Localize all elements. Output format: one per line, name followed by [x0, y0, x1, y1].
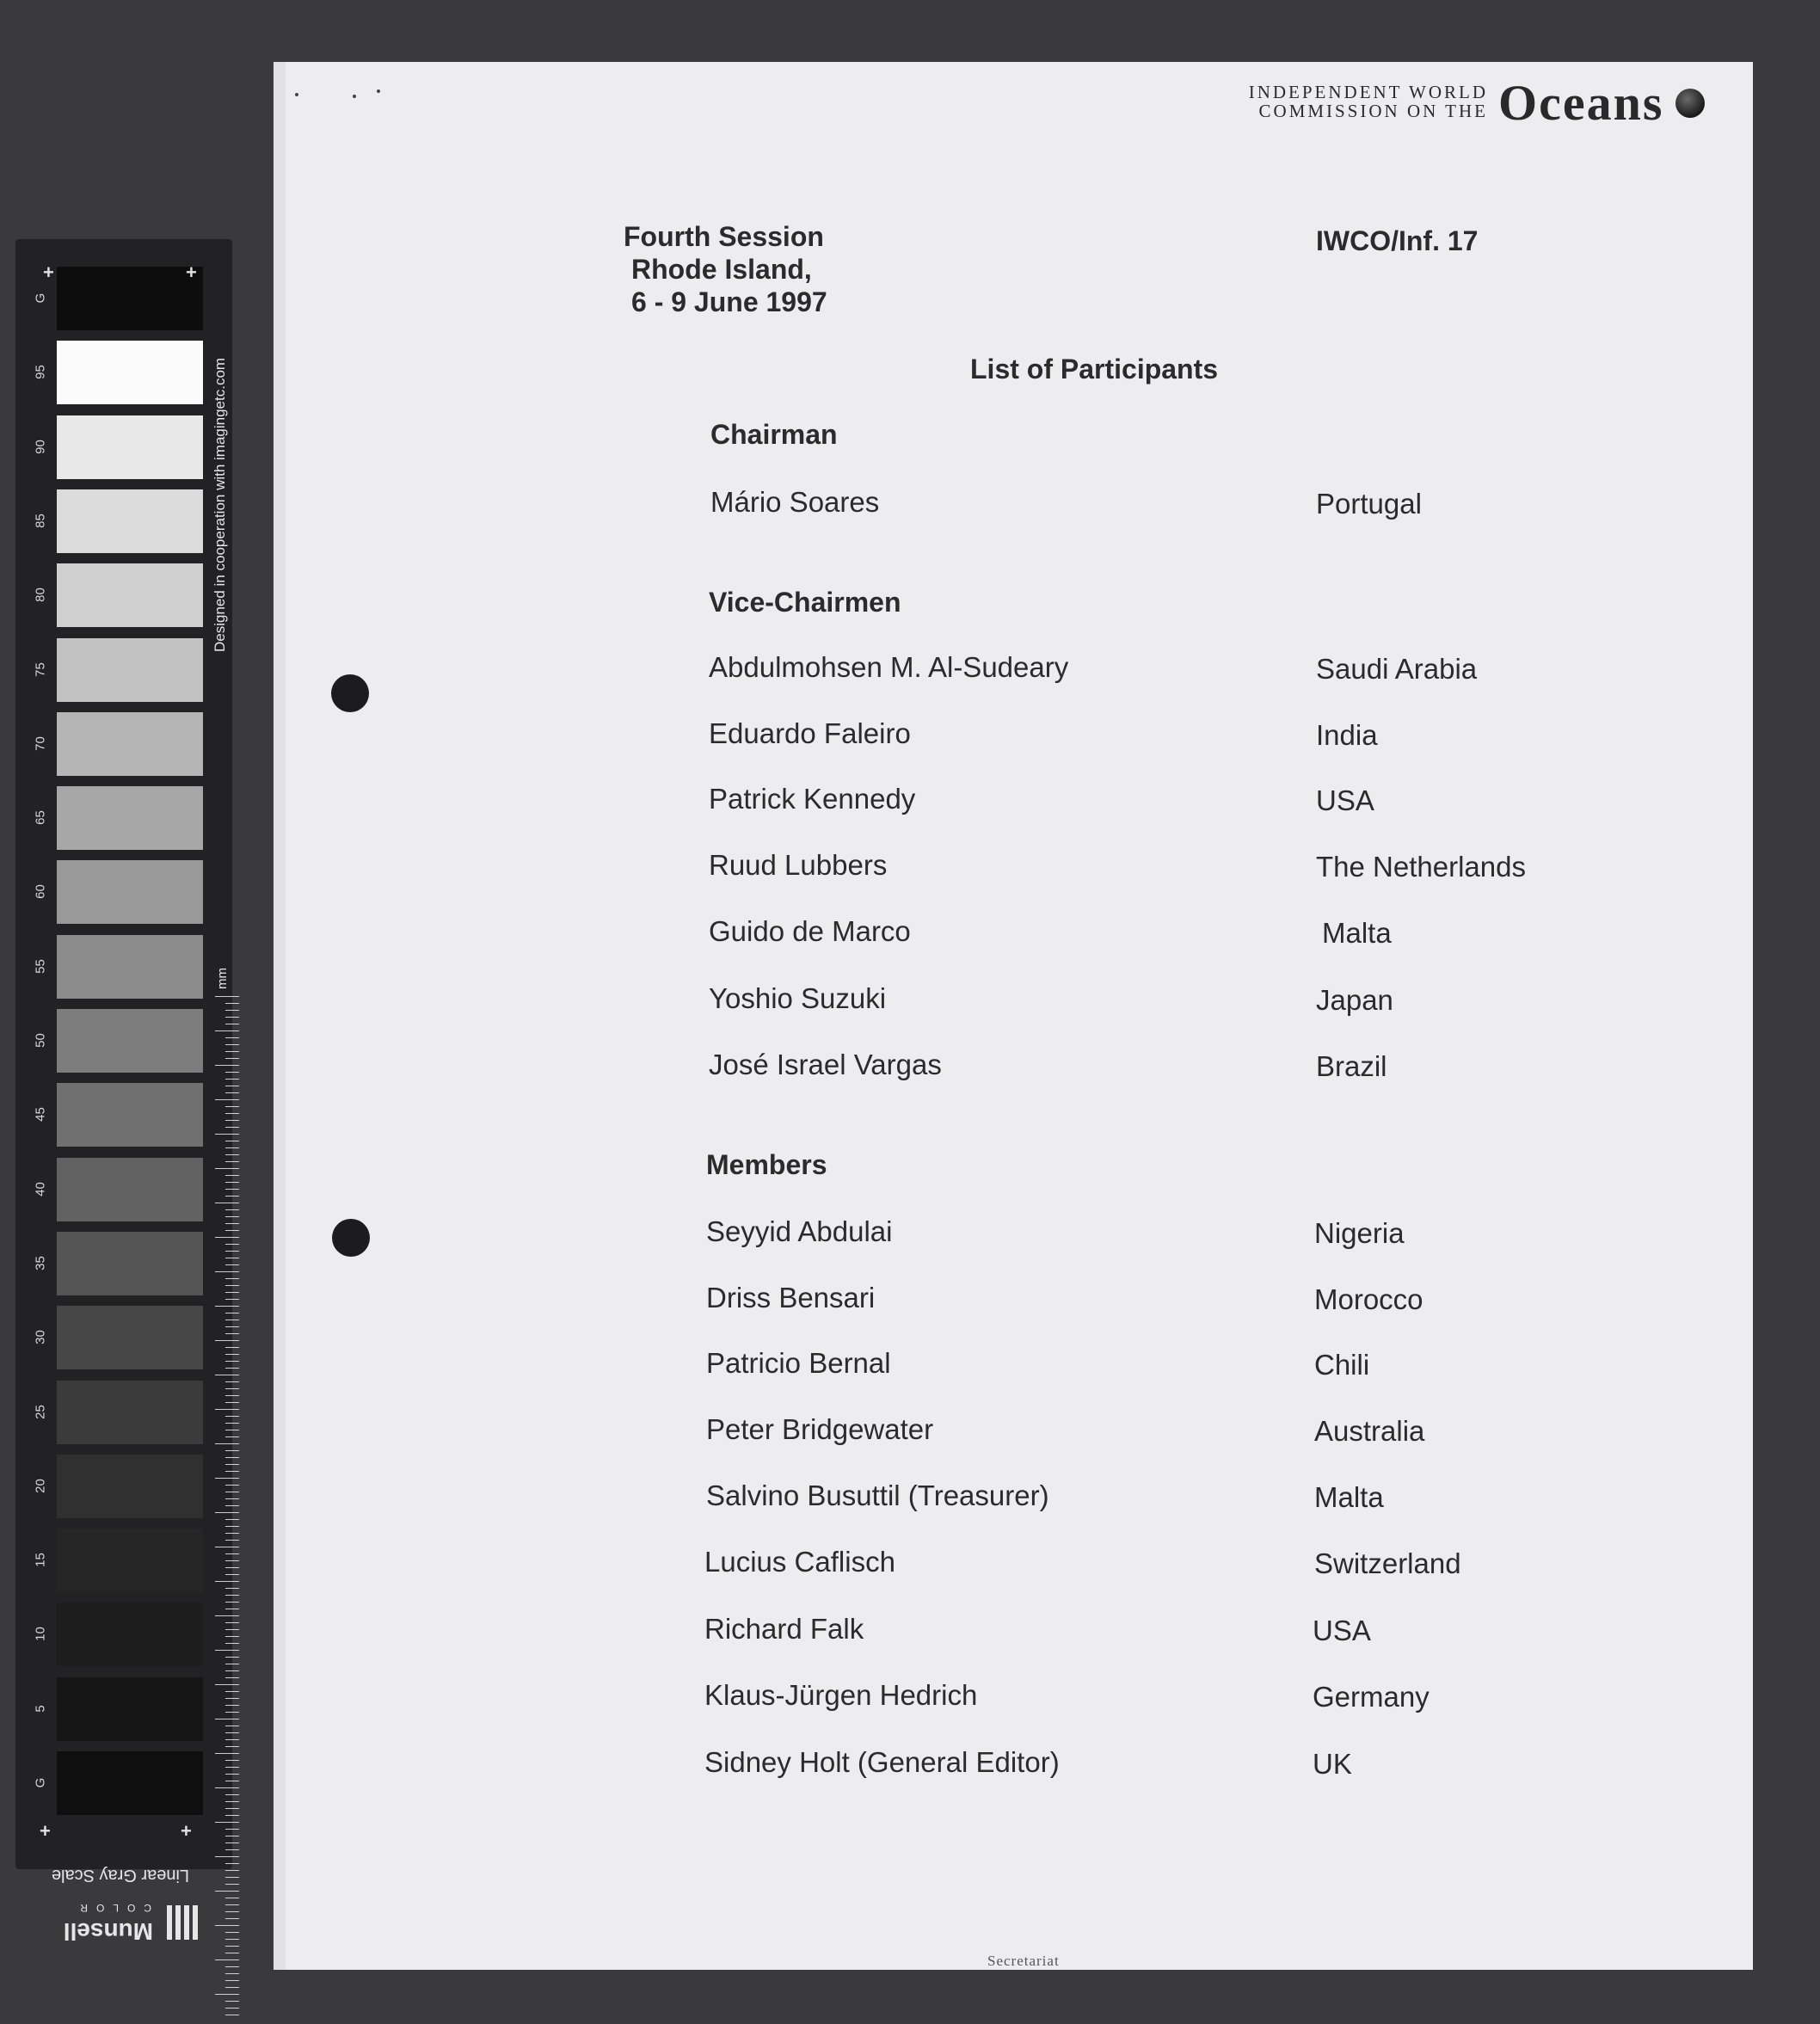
- gray-scale-card: [15, 239, 232, 1869]
- letterhead-line2: COMMISSION ON THE: [1258, 101, 1488, 121]
- gray-patch: [57, 1009, 203, 1073]
- participant-country: Chili: [1314, 1349, 1370, 1381]
- doc-reference: IWCO/Inf. 17: [1316, 225, 1479, 256]
- gray-patch: [57, 712, 203, 776]
- participant-country: Malta: [1322, 917, 1392, 949]
- gray-patch: [57, 786, 203, 850]
- section-heading-chairman: Chairman: [710, 419, 838, 450]
- scale-credit: Designed in cooperation with imagingetc.com: [212, 357, 228, 652]
- munsell-brand: Munsell: [63, 1918, 153, 1945]
- punch-hole: [331, 674, 369, 712]
- gray-patch: [57, 489, 203, 553]
- gray-patch: [57, 860, 203, 924]
- gray-patch: [57, 1677, 203, 1741]
- session-line: Fourth Session: [624, 221, 824, 252]
- place-line: Rhode Island,: [631, 254, 812, 285]
- participant-name: Lucius Caflisch: [704, 1546, 895, 1578]
- participant-country: Malta: [1314, 1481, 1384, 1513]
- participant-name: José Israel Vargas: [709, 1049, 942, 1080]
- participant-country: Nigeria: [1314, 1217, 1405, 1249]
- section-heading-vice-chairmen: Vice-Chairmen: [709, 587, 901, 618]
- gray-patch: [57, 415, 203, 479]
- participant-name: Yoshio Suzuki: [709, 982, 887, 1014]
- registration-mark: +: [181, 1820, 192, 1842]
- munsell-logo: [34, 1888, 198, 1948]
- page-edge: [274, 62, 286, 1970]
- participant-country: UK: [1313, 1748, 1352, 1780]
- participant-name: Mário Soares: [710, 486, 880, 518]
- gray-patch: [57, 1083, 203, 1147]
- gray-patch-label: 85: [33, 514, 48, 528]
- gray-patch-label: 90: [33, 439, 48, 454]
- gray-patch-label: 15: [33, 1553, 48, 1567]
- registration-mark: +: [40, 1820, 51, 1842]
- gray-patch-label: 25: [33, 1404, 48, 1419]
- gray-patch: [57, 563, 203, 627]
- gray-patch-label: 45: [33, 1107, 48, 1123]
- participant-name: Guido de Marco: [709, 915, 911, 947]
- gray-patch-label: 30: [33, 1330, 48, 1345]
- gray-patch: [57, 935, 203, 999]
- document-page: [275, 62, 1753, 1970]
- participant-country: Germany: [1313, 1681, 1430, 1713]
- gray-patch: [57, 1751, 203, 1815]
- scale-unit: mm: [215, 968, 230, 989]
- participant-country: India: [1316, 719, 1378, 751]
- gray-patch-label: 50: [33, 1033, 48, 1048]
- gray-patch-label: 35: [33, 1256, 48, 1270]
- gray-patch: [57, 1455, 203, 1518]
- participant-country: USA: [1313, 1615, 1371, 1646]
- gray-patch: [57, 1158, 203, 1221]
- scale-product-name: Linear Gray Scale: [51, 1866, 190, 1885]
- registration-mark: +: [186, 261, 197, 283]
- page-title: List of Participants: [970, 354, 1219, 384]
- participant-name: Seyyid Abdulai: [706, 1215, 893, 1247]
- globe-icon: [1676, 89, 1705, 118]
- gray-patch-label: 60: [33, 884, 48, 900]
- gray-patch-label: 75: [33, 661, 48, 677]
- dates-line: 6 - 9 June 1997: [631, 286, 827, 317]
- participant-name: Richard Falk: [704, 1613, 864, 1645]
- gray-patch-label: 65: [33, 810, 48, 825]
- gray-patch: [57, 638, 203, 702]
- gray-patch: [57, 1603, 203, 1666]
- participant-name: Ruud Lubbers: [709, 849, 888, 881]
- participant-country: Portugal: [1316, 488, 1422, 520]
- gray-patch-label: G: [33, 1777, 48, 1788]
- gray-patch-label: 55: [33, 958, 48, 974]
- participant-country: Saudi Arabia: [1316, 653, 1478, 685]
- gray-patch: [57, 267, 203, 330]
- gray-patch-label: 70: [33, 735, 48, 751]
- gray-patch-label: 40: [33, 1181, 48, 1197]
- speck: [353, 95, 356, 98]
- munsell-grid-icon: [163, 1905, 198, 1940]
- participant-country: Japan: [1316, 984, 1393, 1016]
- gray-patch: [57, 341, 203, 404]
- participant-country: Morocco: [1314, 1283, 1423, 1315]
- gray-patch-label: 80: [33, 588, 48, 603]
- participant-country: Switzerland: [1314, 1547, 1461, 1579]
- gray-patch-label: 10: [33, 1627, 48, 1642]
- gray-patch-label: 95: [33, 365, 48, 380]
- gray-patch: [57, 1381, 203, 1444]
- gray-patch: [57, 1529, 203, 1592]
- participant-name: Sidney Holt (General Editor): [704, 1746, 1060, 1778]
- gray-patch: [57, 1232, 203, 1295]
- participant-name: Klaus-Jürgen Hedrich: [704, 1679, 978, 1711]
- gray-patch-label: G: [33, 292, 48, 304]
- gray-patch-label: 20: [33, 1478, 48, 1493]
- participant-country: USA: [1316, 784, 1374, 816]
- participant-name: Abdulmohsen M. Al-Sudeary: [709, 651, 1069, 683]
- mm-ruler-major: [215, 996, 239, 2020]
- participant-country: Brazil: [1316, 1050, 1387, 1082]
- footer-text: Secretariat: [987, 1953, 1060, 1969]
- letterhead-line1: INDEPENDENT WORLD: [1248, 82, 1488, 102]
- registration-mark: +: [43, 261, 54, 283]
- speck: [295, 93, 298, 96]
- punch-hole: [332, 1219, 370, 1257]
- participant-name: Salvino Busuttil (Treasurer): [706, 1480, 1049, 1511]
- participant-name: Eduardo Faleiro: [709, 717, 911, 749]
- munsell-sub: COLOR: [71, 1902, 151, 1914]
- gray-patch-label: 5: [33, 1705, 48, 1713]
- participant-name: Patrick Kennedy: [709, 783, 916, 815]
- section-heading-members: Members: [706, 1149, 827, 1180]
- letterhead-name: Oceans: [1498, 75, 1664, 131]
- participant-country: Australia: [1314, 1415, 1425, 1447]
- speck: [377, 89, 380, 93]
- participant-country: The Netherlands: [1316, 851, 1526, 883]
- participant-name: Driss Bensari: [706, 1282, 876, 1313]
- gray-patch: [57, 1306, 203, 1369]
- participant-name: Patricio Bernal: [706, 1347, 891, 1379]
- participant-name: Peter Bridgewater: [706, 1413, 934, 1445]
